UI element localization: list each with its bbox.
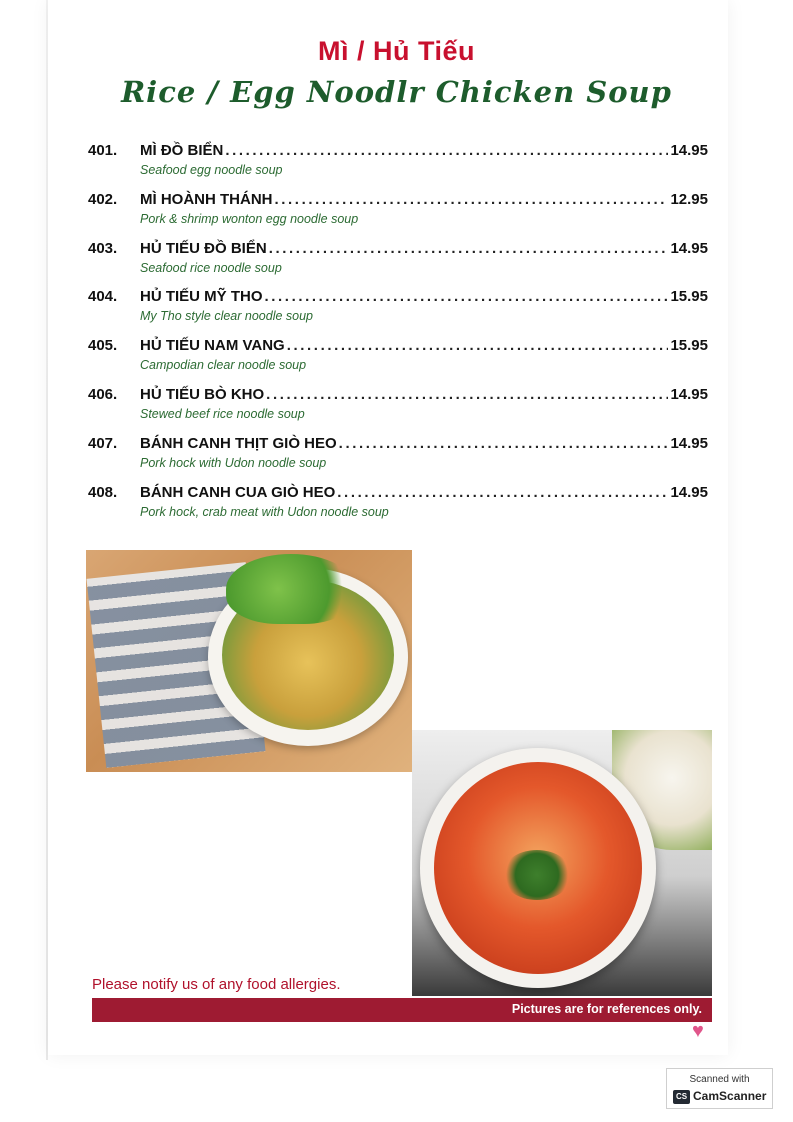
item-line bbox=[140, 337, 708, 354]
item-number: 403. bbox=[88, 239, 118, 257]
item-number: 406. bbox=[88, 385, 118, 403]
herb-garnish bbox=[502, 850, 572, 900]
dot-leader bbox=[275, 191, 669, 208]
item-price: 14.95 bbox=[670, 385, 708, 403]
footer-bar bbox=[92, 998, 712, 1022]
item-description: My Tho style clear noodle soup bbox=[140, 309, 314, 324]
scanned-with-label: Scanned with bbox=[689, 1074, 750, 1085]
item-line bbox=[140, 386, 708, 403]
menu-item-405 bbox=[88, 337, 708, 386]
dot-leader bbox=[337, 484, 668, 501]
item-name: MÌ HOÀNH THÁNH bbox=[140, 190, 273, 208]
item-line bbox=[140, 435, 708, 452]
item-name: BÁNH CANH CUA GIÒ HEO bbox=[140, 483, 336, 501]
dot-leader bbox=[225, 142, 668, 159]
item-name: MÌ ĐỒ BIỂN bbox=[140, 142, 224, 159]
item-number: 405. bbox=[88, 337, 118, 355]
section-title-vietnamese: Mì / Hủ Tiếu bbox=[317, 36, 475, 66]
seafood-noodle-soup-photo bbox=[86, 550, 412, 772]
item-name: BÁNH CANH THỊT GIÒ HEO bbox=[140, 434, 337, 452]
item-description: Stewed beef rice noodle soup bbox=[140, 406, 305, 421]
section-title-english: Rice / Egg Noodlr Chicken Soup bbox=[121, 75, 672, 109]
item-number: 401. bbox=[88, 142, 118, 159]
menu-item-408 bbox=[88, 484, 708, 533]
item-price: 14.95 bbox=[670, 239, 708, 257]
dot-leader bbox=[265, 288, 669, 305]
item-line bbox=[140, 484, 708, 501]
menu-item-404 bbox=[88, 288, 708, 337]
pictures-note: Pictures are for references only. bbox=[511, 1002, 702, 1016]
item-line bbox=[140, 191, 708, 208]
menu-item-401 bbox=[88, 142, 708, 191]
item-price: 14.95 bbox=[670, 142, 708, 159]
item-number: 402. bbox=[88, 190, 118, 208]
menu-list bbox=[88, 142, 708, 532]
item-price: 15.95 bbox=[670, 288, 708, 306]
heart-icon: ♥ bbox=[692, 1020, 704, 1042]
item-line bbox=[140, 240, 708, 257]
menu-item-403 bbox=[88, 240, 708, 289]
item-description: Seafood rice noodle soup bbox=[140, 260, 282, 275]
camscanner-logo-icon: CS bbox=[673, 1090, 690, 1104]
allergy-notice: Please notify us of any food allergies. bbox=[92, 976, 341, 993]
menu-item-406 bbox=[88, 386, 708, 435]
item-description: Pork hock, crab meat with Udon noodle soup bbox=[140, 504, 389, 519]
item-name: HỦ TIẾU ĐỒ BIỂN bbox=[140, 239, 267, 257]
item-name: HỦ TIẾU NAM VANG bbox=[140, 337, 285, 355]
item-description: Pork hock with Udon noodle soup bbox=[140, 455, 327, 470]
item-price: 14.95 bbox=[670, 434, 708, 452]
item-number: 408. bbox=[88, 483, 118, 501]
item-description: Pork & shrimp wonton egg noodle soup bbox=[140, 211, 359, 226]
item-price: 14.95 bbox=[670, 483, 708, 501]
item-price: 15.95 bbox=[670, 337, 708, 355]
dot-leader bbox=[339, 435, 669, 452]
pork-hock-udon-soup-photo bbox=[412, 730, 712, 996]
scanner-watermark bbox=[666, 1068, 773, 1109]
item-number: 404. bbox=[88, 288, 118, 306]
dot-leader bbox=[266, 386, 668, 403]
menu-item-407 bbox=[88, 435, 708, 484]
dot-leader bbox=[269, 240, 669, 257]
item-description: Seafood egg noodle soup bbox=[140, 163, 283, 177]
item-price: 12.95 bbox=[670, 190, 708, 208]
item-description: Campodian clear noodle soup bbox=[140, 358, 307, 373]
dot-leader bbox=[287, 337, 669, 354]
item-number: 407. bbox=[88, 434, 118, 452]
menu-item-402 bbox=[88, 191, 708, 240]
item-line bbox=[140, 142, 708, 159]
item-name: HỦ TIẾU BÒ KHO bbox=[140, 385, 265, 403]
item-line bbox=[140, 288, 708, 305]
camscanner-brand: CamScanner bbox=[693, 1089, 767, 1103]
lettuce-garnish bbox=[226, 554, 356, 624]
item-name: HỦ TIẾU MỸ THO bbox=[140, 288, 263, 306]
